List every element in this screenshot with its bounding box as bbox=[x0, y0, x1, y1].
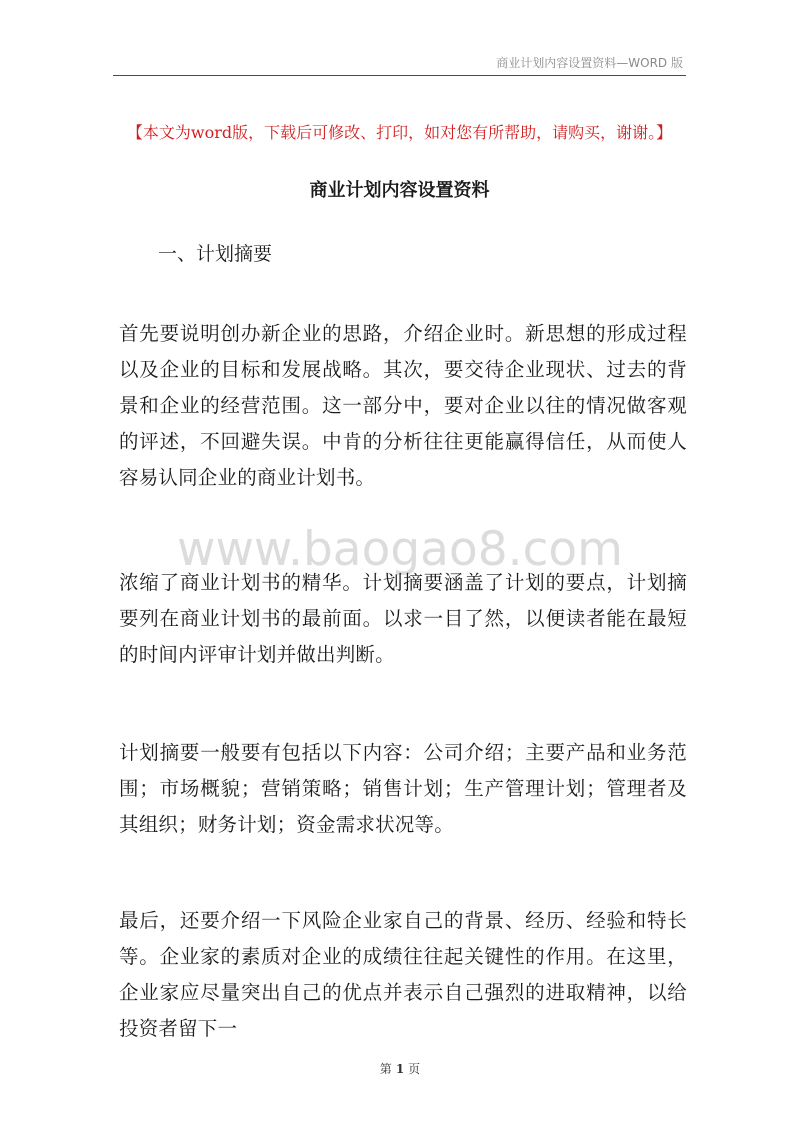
page-prefix: 第 bbox=[379, 1062, 392, 1076]
document-title: 商业计划内容设置资料 bbox=[309, 180, 490, 201]
site-watermark: www.baogao8.com bbox=[177, 522, 623, 577]
section-heading: 一、计划摘要 bbox=[158, 243, 273, 265]
running-header: 商业计划内容设置资料—WORD 版 bbox=[496, 56, 683, 70]
page-suffix: 页 bbox=[408, 1062, 421, 1076]
header-divider bbox=[113, 75, 686, 76]
paragraph-entrepreneur: 最后，还要介绍一下风险企业家自己的背景、经历、经验和特长等。企业家的素质对企业的成绩往往起关键性的作用。在这里，企业家应尽量突出自己的优点并表示自己强烈的进取精神，以给投资者留下一 bbox=[119, 909, 687, 1040]
download-notice: 【本文为word版，下载后可修改、打印，如对您有所帮助，请购买，谢谢。】 bbox=[126, 123, 673, 142]
paragraph-intro: 首先要说明创办新企业的思路，介绍企业时。新思想的形成过程以及企业的目标和发展战略。其次，要交待企业现状、过去的背景和企业的经营范围。这一部分中，要对企业以往的情况做客观的评述，不回避失误。中肯的分析往往更能赢得信任，从而使人容易认同企业的商业计划书。 bbox=[119, 322, 687, 489]
paragraph-summary-contents: 计划摘要一般要有包括以下内容：公司介绍；主要产品和业务范围；市场概貌；营销策略；销售计划；生产管理计划；管理者及其组织；财务计划；资金需求状况等。 bbox=[119, 741, 687, 836]
page-number: 1 bbox=[395, 1062, 405, 1076]
page-footer bbox=[0, 1060, 800, 1077]
paragraph-summary-essence: 浓缩了商业计划书的精华。计划摘要涵盖了计划的要点，计划摘要列在商业计划书的最前面。以求一目了然，以便读者能在最短的时间内评审计划并做出判断。 bbox=[119, 571, 687, 666]
